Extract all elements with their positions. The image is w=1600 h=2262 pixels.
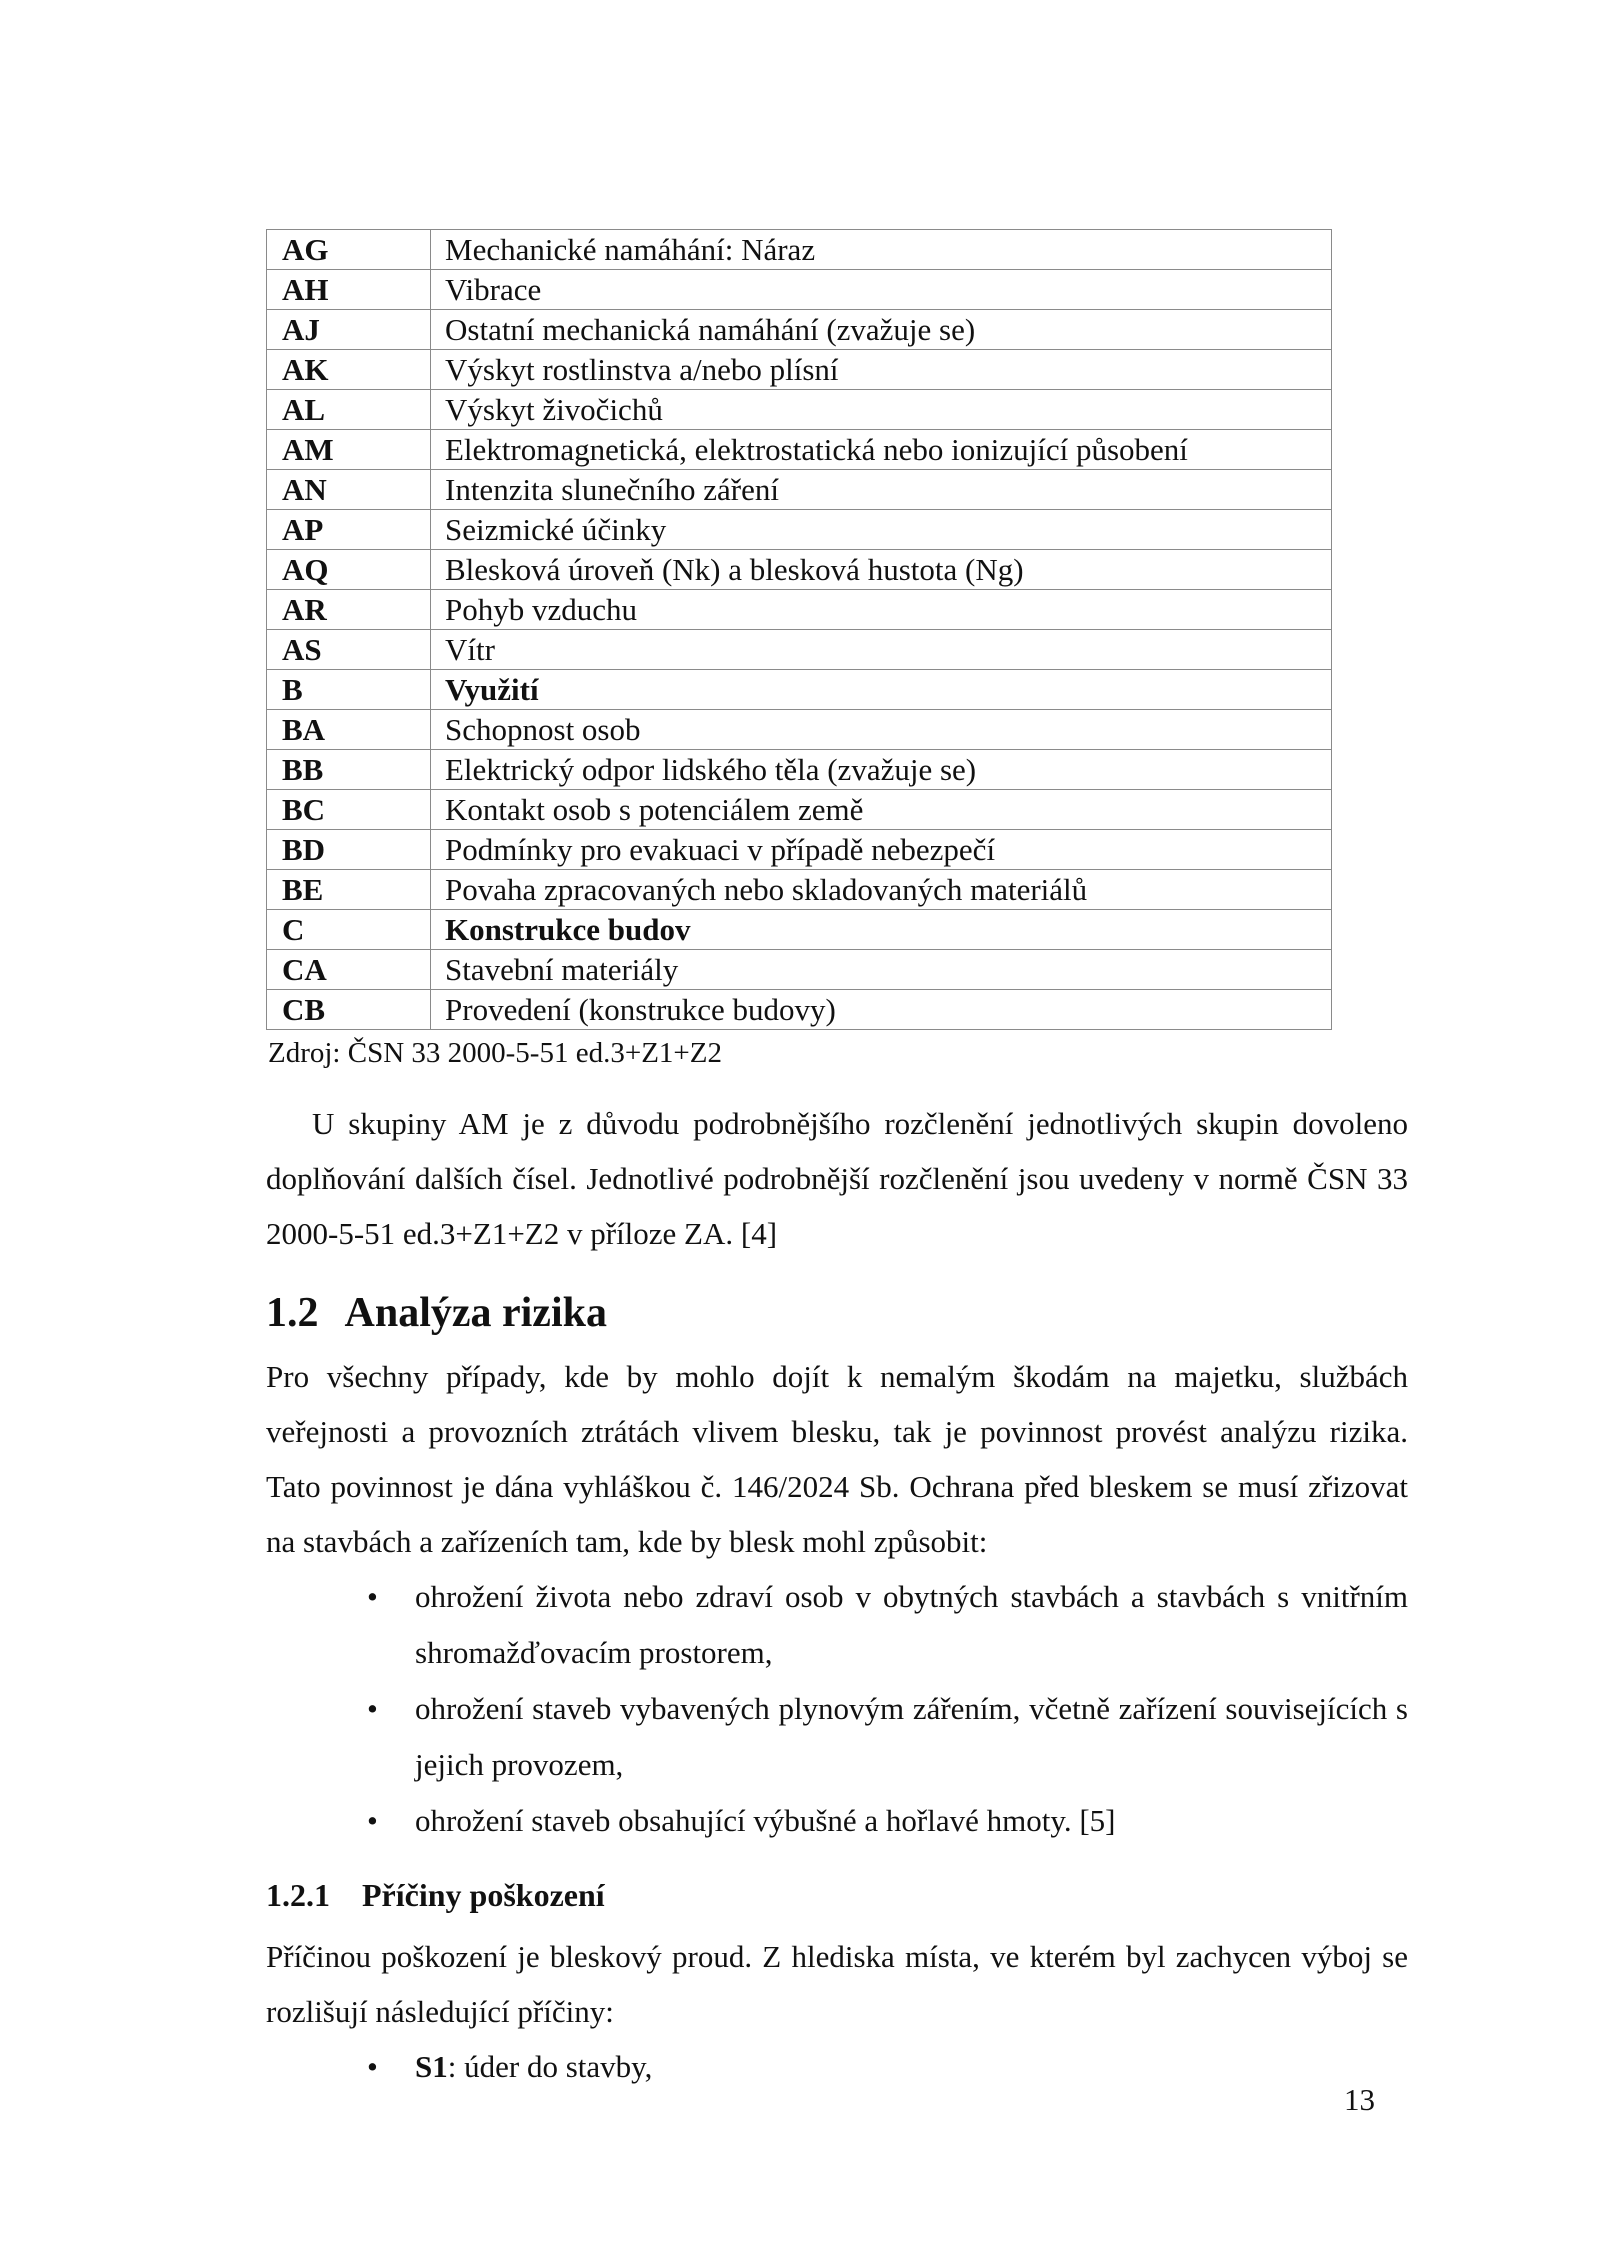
subsection-number: 1.2.1 — [266, 1877, 330, 1913]
table-source-note: Zdroj: ČSN 33 2000-5-51 ed.3+Z1+Z2 — [268, 1037, 722, 1069]
row-code: CB — [267, 990, 431, 1030]
row-label: Kontakt osob s potenciálem země — [431, 790, 1332, 830]
row-code: AH — [267, 270, 431, 310]
list-item — [266, 1569, 1408, 1681]
row-code: AK — [267, 350, 431, 390]
row-code: AQ — [267, 550, 431, 590]
subsection-title: Příčiny poškození — [362, 1877, 605, 1913]
row-code: AL — [267, 390, 431, 430]
row-label: Pohyb vzduchu — [431, 590, 1332, 630]
external-influences-table — [266, 229, 1332, 1030]
row-code: AR — [267, 590, 431, 630]
row-label: Mechanické namáhání: Náraz — [431, 230, 1332, 270]
row-code: AM — [267, 430, 431, 470]
row-code: AN — [267, 470, 431, 510]
bullet-text: ohrožení staveb vybavených plynovým zářením, včetně zařízení souvisejících s jejich provozem, — [415, 1691, 1408, 1782]
row-code: BB — [267, 750, 431, 790]
priciny-bullet-list — [266, 2039, 1408, 2095]
bullet-text: ohrožení staveb obsahující výbušné a hořlavé hmoty. [5] — [415, 1803, 1116, 1838]
table-row — [267, 390, 1332, 430]
section-heading-priciny-poskozeni — [266, 1875, 1408, 1915]
table-row — [267, 990, 1332, 1030]
row-code: B — [267, 670, 431, 710]
row-label: Konstrukce budov — [431, 910, 1332, 950]
row-code: BC — [267, 790, 431, 830]
section-number: 1.2 — [266, 1290, 319, 1336]
table-row — [267, 870, 1332, 910]
table-row — [267, 310, 1332, 350]
bullet-icon: • — [367, 1579, 378, 1614]
table-row — [267, 590, 1332, 630]
row-label: Vibrace — [431, 270, 1332, 310]
s1-description: : úder do stavby, — [447, 2049, 653, 2084]
row-label: Povaha zpracovaných nebo skladovaných materiálů — [431, 870, 1332, 910]
table-row — [267, 750, 1332, 790]
row-label: Blesková úroveň (Nk) a blesková hustota (Ng) — [431, 550, 1332, 590]
table-row — [267, 630, 1332, 670]
table-row — [267, 230, 1332, 270]
row-label: Ostatní mechanická namáhání (zvažuje se) — [431, 310, 1332, 350]
row-code: BE — [267, 870, 431, 910]
row-label: Výskyt rostlinstva a/nebo plísní — [431, 350, 1332, 390]
paragraph-am-note: U skupiny AM je z důvodu podrobnějšího rozčlenění jednotlivých skupin dovoleno doplňování dalších čísel. Jednotlivé podrobnější rozčlenění jsou uvedeny v normě ČSN 33 2000-5-51 ed.3+Z1+Z2 v příloze ZA. [4] — [266, 1106, 1408, 1251]
row-code: BA — [267, 710, 431, 750]
table-row — [267, 470, 1332, 510]
row-code: AJ — [267, 310, 431, 350]
section-title: Analýza rizika — [344, 1290, 607, 1336]
bullet-icon: • — [367, 2049, 378, 2084]
row-code: AG — [267, 230, 431, 270]
page-content — [266, 0, 1408, 2095]
row-label: Provedení (konstrukce budovy) — [431, 990, 1332, 1030]
table-row — [267, 510, 1332, 550]
paragraph-priciny-intro: Příčinou poškození je bleskový proud. Z hlediska místa, ve kterém byl zachycen výboj se rozlišují následující příčiny: — [266, 1939, 1408, 2029]
row-code: BD — [267, 830, 431, 870]
row-label: Podmínky pro evakuaci v případě nebezpečí — [431, 830, 1332, 870]
row-code: CA — [267, 950, 431, 990]
row-label: Schopnost osob — [431, 710, 1332, 750]
row-label: Seizmické účinky — [431, 510, 1332, 550]
row-label: Intenzita slunečního záření — [431, 470, 1332, 510]
row-label: Vítr — [431, 630, 1332, 670]
list-item — [266, 1793, 1408, 1849]
table-row — [267, 790, 1332, 830]
s1-term: S1 — [415, 2049, 448, 2084]
table-row — [267, 430, 1332, 470]
row-code: AP — [267, 510, 431, 550]
row-label: Stavební materiály — [431, 950, 1332, 990]
table-body — [267, 230, 1332, 1030]
row-label: Elektromagnetická, elektrostatická nebo ionizující působení — [431, 430, 1332, 470]
table-row — [267, 830, 1332, 870]
row-label: Výskyt živočichů — [431, 390, 1332, 430]
table-row — [267, 950, 1332, 990]
bullet-icon: • — [367, 1691, 378, 1726]
row-label: Využití — [431, 670, 1332, 710]
table-row — [267, 910, 1332, 950]
table-row — [267, 550, 1332, 590]
row-code: C — [267, 910, 431, 950]
table-row — [267, 710, 1332, 750]
analyza-bullet-list — [266, 1569, 1408, 1849]
bullet-icon: • — [367, 1803, 378, 1838]
table-row — [267, 350, 1332, 390]
row-label: Elektrický odpor lidského těla (zvažuje se) — [431, 750, 1332, 790]
list-item — [266, 1681, 1408, 1793]
table-row — [267, 670, 1332, 710]
page-number: 13 — [1344, 2082, 1375, 2117]
paragraph-analyza-intro: Pro všechny případy, kde by mohlo dojít k nemalým škodám na majetku, službách veřejnosti a provozních ztrátách vlivem blesku, tak je povinnost provést analýzu rizika. Tato povinnost je dána vyhláškou č. 146/2024 Sb. Ochrana před bleskem se musí zřizovat na stavbách a zařízeních tam, kde by blesk mohl způsobit: — [266, 1359, 1408, 1559]
list-item — [266, 2039, 1408, 2095]
row-code: AS — [267, 630, 431, 670]
bullet-text: ohrožení života nebo zdraví osob v obytných stavbách a stavbách s vnitřním shromažďovacím prostorem, — [415, 1579, 1408, 1670]
section-heading-analyza-rizika — [266, 1289, 1408, 1337]
table-row — [267, 270, 1332, 310]
